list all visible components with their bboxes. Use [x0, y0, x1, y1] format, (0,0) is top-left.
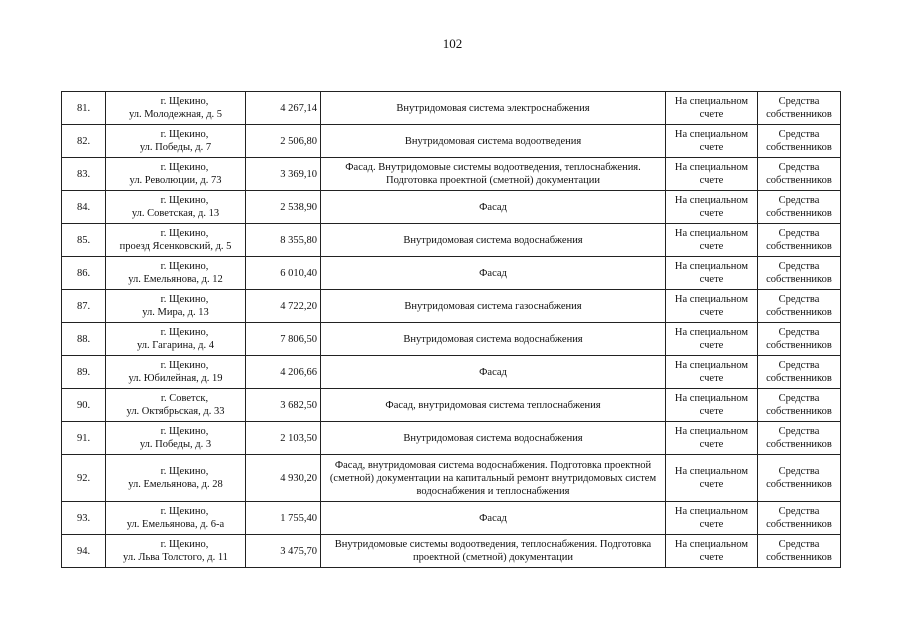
address-cell: [106, 502, 246, 535]
work-type-cell: Фасад. Внутридомовые системы водоотведения, теплоснабжения. Подготовка проектной (сметной) документации: [321, 158, 666, 191]
table-row: [62, 92, 841, 125]
address-cell: [106, 290, 246, 323]
area-cell: 2 538,90: [246, 191, 321, 224]
work-type-cell: Фасад, внутридомовая система теплоснабжения: [321, 389, 666, 422]
work-type-cell: Внутридомовые системы водоотведения, теплоснабжения. Подготовка проектной (сметной) документации: [321, 535, 666, 568]
row-number-cell: 92.: [62, 455, 106, 502]
registry-table-body: [62, 92, 841, 568]
address-city: г. Щекино,: [160, 426, 209, 437]
address-city: г. Щекино,: [160, 261, 209, 272]
table-row: [62, 455, 841, 502]
table-row: [62, 389, 841, 422]
area-cell: 8 355,80: [246, 224, 321, 257]
funding-source-cell: Средства собственников: [758, 224, 841, 257]
address-cell: [106, 92, 246, 125]
account-cell: На специальном счете: [666, 158, 758, 191]
table-row: [62, 224, 841, 257]
address-street: ул. Емельянова, д. 12: [128, 274, 223, 285]
address-street: ул. Октябрьская, д. 33: [126, 406, 225, 417]
funding-source-cell: Средства собственников: [758, 158, 841, 191]
registry-table: [61, 91, 841, 568]
row-number-cell: 86.: [62, 257, 106, 290]
address-cell: [106, 455, 246, 502]
area-cell: 3 369,10: [246, 158, 321, 191]
row-number-cell: 94.: [62, 535, 106, 568]
work-type-cell: Фасад: [321, 502, 666, 535]
address-street: ул. Гагарина, д. 4: [137, 340, 214, 351]
address-city: г. Щекино,: [160, 129, 209, 140]
work-type-cell: Внутридомовая система водоотведения: [321, 125, 666, 158]
address-street: ул. Советская, д. 13: [131, 208, 220, 219]
work-type-cell: Фасад: [321, 191, 666, 224]
row-number-cell: 82.: [62, 125, 106, 158]
address-city: г. Щекино,: [160, 506, 209, 517]
address-cell: [106, 191, 246, 224]
area-cell: 4 206,66: [246, 356, 321, 389]
address-city: г. Щекино,: [160, 195, 209, 206]
table-row: [62, 323, 841, 356]
account-cell: На специальном счете: [666, 422, 758, 455]
funding-source-cell: Средства собственников: [758, 257, 841, 290]
table-row: [62, 125, 841, 158]
work-type-cell: Фасад: [321, 356, 666, 389]
address-city: г. Щекино,: [160, 466, 209, 477]
area-cell: 4 722,20: [246, 290, 321, 323]
funding-source-cell: Средства собственников: [758, 389, 841, 422]
work-type-cell: Внутридомовая система газоснабжения: [321, 290, 666, 323]
account-cell: На специальном счете: [666, 389, 758, 422]
address-street: ул. Льва Толстого, д. 11: [123, 552, 228, 563]
address-cell: [106, 323, 246, 356]
row-number-cell: 91.: [62, 422, 106, 455]
row-number-cell: 90.: [62, 389, 106, 422]
address-cell: [106, 158, 246, 191]
work-type-cell: Внутридомовая система электроснабжения: [321, 92, 666, 125]
address-city: г. Щекино,: [160, 228, 209, 239]
funding-source-cell: Средства собственников: [758, 323, 841, 356]
account-cell: На специальном счете: [666, 125, 758, 158]
account-cell: На специальном счете: [666, 502, 758, 535]
table-row: [62, 290, 841, 323]
funding-source-cell: Средства собственников: [758, 191, 841, 224]
area-cell: 6 010,40: [246, 257, 321, 290]
table-row: [62, 191, 841, 224]
area-cell: 3 475,70: [246, 535, 321, 568]
address-city: г. Щекино,: [160, 327, 209, 338]
account-cell: На специальном счете: [666, 323, 758, 356]
work-type-cell: Фасад, внутридомовая система водоснабжения. Подготовка проектной (сметной) документации на капитальный ремонт внутридомовых систем водоснабжения и теплоснабжения: [321, 455, 666, 502]
account-cell: На специальном счете: [666, 191, 758, 224]
work-type-cell: Внутридомовая система водоснабжения: [321, 224, 666, 257]
area-cell: 2 103,50: [246, 422, 321, 455]
account-cell: На специальном счете: [666, 455, 758, 502]
funding-source-cell: Средства собственников: [758, 92, 841, 125]
funding-source-cell: Средства собственников: [758, 125, 841, 158]
address-cell: [106, 125, 246, 158]
address-street: ул. Победы, д. 3: [139, 439, 212, 450]
area-cell: 3 682,50: [246, 389, 321, 422]
area-cell: 1 755,40: [246, 502, 321, 535]
account-cell: На специальном счете: [666, 535, 758, 568]
address-street: ул. Победы, д. 7: [139, 142, 212, 153]
address-cell: [106, 257, 246, 290]
address-street: ул. Молодежная, д. 5: [128, 109, 223, 120]
work-type-cell: Внутридомовая система водоснабжения: [321, 422, 666, 455]
address-cell: [106, 422, 246, 455]
table-row: [62, 356, 841, 389]
address-street: проезд Ясенковский, д. 5: [119, 241, 232, 252]
area-cell: 4 267,14: [246, 92, 321, 125]
table-row: [62, 422, 841, 455]
address-street: ул. Емельянова, д. 28: [128, 479, 223, 490]
row-number-cell: 89.: [62, 356, 106, 389]
address-street: ул. Революции, д. 73: [129, 175, 222, 186]
table-row: [62, 257, 841, 290]
funding-source-cell: Средства собственников: [758, 356, 841, 389]
area-cell: 2 506,80: [246, 125, 321, 158]
address-city: г. Щекино,: [160, 96, 209, 107]
row-number-cell: 83.: [62, 158, 106, 191]
row-number-cell: 84.: [62, 191, 106, 224]
address-street: ул. Мира, д. 13: [142, 307, 209, 318]
address-street: ул. Юбилейная, д. 19: [128, 373, 223, 384]
account-cell: На специальном счете: [666, 356, 758, 389]
address-cell: [106, 535, 246, 568]
area-cell: 4 930,20: [246, 455, 321, 502]
account-cell: На специальном счете: [666, 290, 758, 323]
account-cell: На специальном счете: [666, 257, 758, 290]
work-type-cell: Внутридомовая система водоснабжения: [321, 323, 666, 356]
address-city: г. Щекино,: [160, 539, 209, 550]
address-city: г. Щекино,: [160, 162, 209, 173]
funding-source-cell: Средства собственников: [758, 535, 841, 568]
address-city: г. Советск,: [160, 393, 209, 404]
account-cell: На специальном счете: [666, 224, 758, 257]
row-number-cell: 85.: [62, 224, 106, 257]
address-cell: [106, 389, 246, 422]
table-row: [62, 502, 841, 535]
area-cell: 7 806,50: [246, 323, 321, 356]
account-cell: На специальном счете: [666, 92, 758, 125]
address-street: ул. Емельянова, д. 6-а: [126, 519, 225, 530]
row-number-cell: 81.: [62, 92, 106, 125]
address-city: г. Щекино,: [160, 360, 209, 371]
row-number-cell: 93.: [62, 502, 106, 535]
funding-source-cell: Средства собственников: [758, 502, 841, 535]
address-city: г. Щекино,: [160, 294, 209, 305]
address-cell: [106, 224, 246, 257]
funding-source-cell: Средства собственников: [758, 290, 841, 323]
address-cell: [106, 356, 246, 389]
funding-source-cell: Средства собственников: [758, 422, 841, 455]
page-number: 102: [442, 36, 463, 51]
funding-source-cell: Средства собственников: [758, 455, 841, 502]
table-row: [62, 158, 841, 191]
work-type-cell: Фасад: [321, 257, 666, 290]
row-number-cell: 88.: [62, 323, 106, 356]
table-row: [62, 535, 841, 568]
row-number-cell: 87.: [62, 290, 106, 323]
